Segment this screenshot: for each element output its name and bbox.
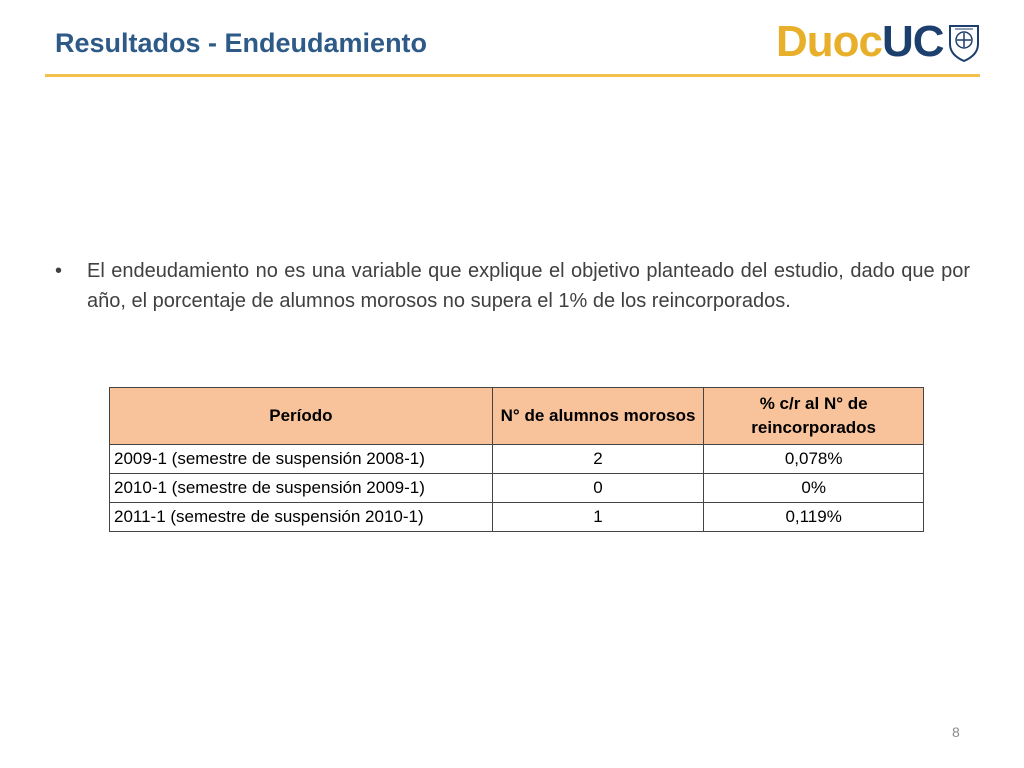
- page-number: 8: [952, 724, 960, 740]
- cell-morosos: 1: [492, 503, 704, 532]
- cell-morosos: 2: [492, 445, 704, 474]
- slide-title: Resultados - Endeudamiento: [55, 28, 428, 58]
- header-porcentaje: % c/r al N° de reincorporados: [704, 388, 924, 445]
- duoc-uc-logo: [776, 14, 981, 70]
- logo-wordmark: [776, 17, 944, 66]
- bullet-text: El endeudamiento no es una variable que explique el objetivo planteado del estudio, dado que por año, el porcentaje de alumnos morosos no supera el 1% de los reincorporados.: [87, 260, 970, 312]
- results-table: [109, 387, 924, 532]
- cell-porcentaje: 0%: [704, 474, 924, 503]
- title-underline: [45, 74, 980, 77]
- cell-morosos: 0: [492, 474, 704, 503]
- bullet-point: [55, 256, 970, 316]
- table-row: [110, 445, 924, 474]
- bullet-dot-icon: •: [55, 260, 63, 282]
- cell-periodo: 2009-1 (semestre de suspensión 2008-1): [110, 445, 493, 474]
- header-periodo: Período: [110, 388, 493, 445]
- table-header-row: [110, 388, 924, 445]
- table-row: [110, 503, 924, 532]
- header-alumnos-morosos: N° de alumnos morosos: [492, 388, 704, 445]
- cell-porcentaje: 0,119%: [704, 503, 924, 532]
- logo-uc-text: UC: [882, 17, 944, 66]
- cell-periodo: 2011-1 (semestre de suspensión 2010-1): [110, 503, 493, 532]
- cell-periodo: 2010-1 (semestre de suspensión 2009-1): [110, 474, 493, 503]
- university-seal-icon: [947, 22, 981, 62]
- table-row: [110, 474, 924, 503]
- logo-duoc-text: Duoc: [776, 17, 882, 66]
- cell-porcentaje: 0,078%: [704, 445, 924, 474]
